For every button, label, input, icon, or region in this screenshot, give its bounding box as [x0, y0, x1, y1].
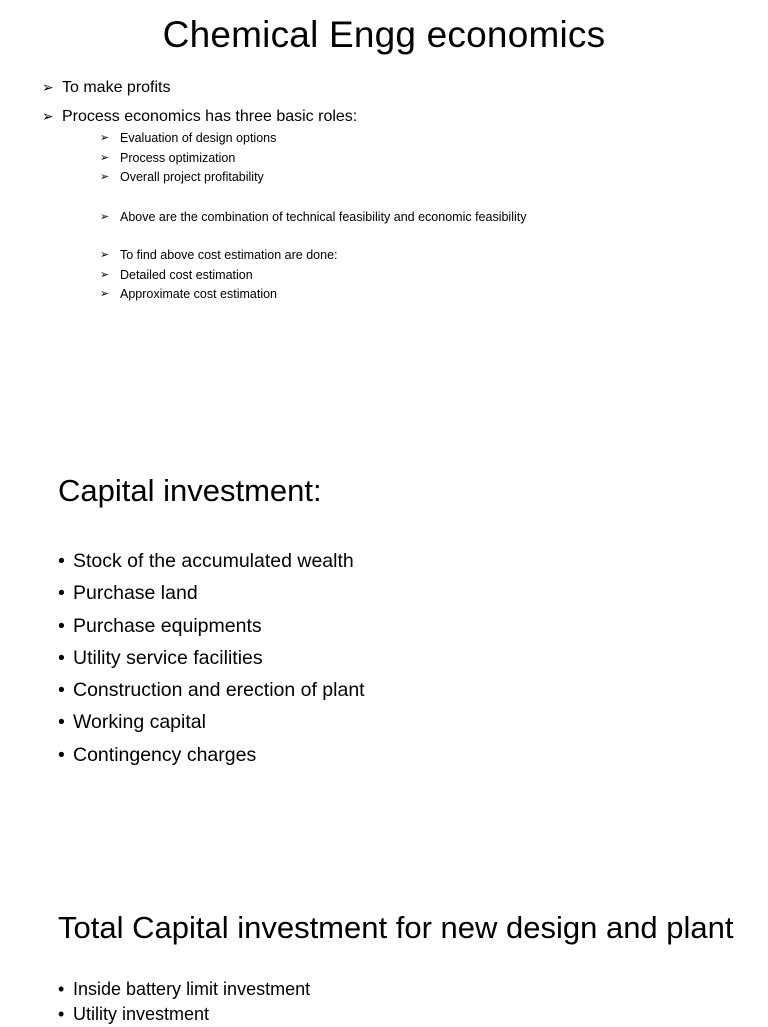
bullet-dot-icon: • — [58, 979, 65, 999]
bullet-dot-icon: • — [58, 743, 65, 766]
list-item-text: Process economics has three basic roles: — [62, 108, 358, 125]
list-item-text: Purchase equipments — [73, 614, 262, 637]
arrow-bullet-icon: ➢ — [100, 288, 110, 301]
list-item-text: Utility investment — [73, 1004, 210, 1024]
list-item-text: Stock of the accumulated wealth — [73, 550, 354, 572]
list-item-text: Working capital — [73, 711, 206, 734]
list-item — [58, 674, 365, 706]
main-point-list — [42, 73, 357, 131]
bullet-dot-icon: • — [58, 711, 65, 734]
bullet-dot-icon: • — [58, 614, 65, 637]
list-item-text: Process optimization — [120, 150, 236, 165]
bullet-dot-icon: • — [58, 679, 65, 702]
arrow-bullet-icon: ➢ — [42, 79, 54, 95]
arrow-bullet-icon: ➢ — [100, 249, 110, 261]
list-item — [58, 706, 365, 738]
list-item — [42, 73, 357, 102]
list-item-text: Approximate cost estimation — [120, 287, 278, 302]
list-item — [58, 1002, 310, 1027]
list-item-text: Utility service facilities — [73, 646, 263, 669]
list-item-text: Evaluation of design options — [120, 131, 277, 145]
list-item-text: Inside battery limit investment — [73, 979, 311, 999]
list-item-text: Construction and erection of plant — [73, 679, 365, 702]
list-item — [100, 208, 526, 228]
list-item-text: To find above cost estimation are done: — [120, 248, 338, 262]
bullet-list — [58, 545, 365, 771]
arrow-bullet-icon: ➢ — [100, 132, 110, 144]
list-item-text: Above are the combination of technical feasibility and economic feasibility — [120, 210, 527, 224]
arrow-bullet-icon: ➢ — [100, 211, 110, 223]
slide-chemical-engg-economics — [0, 0, 768, 330]
slide-title: Chemical Engg economics — [162, 14, 606, 55]
arrow-bullet-icon: ➢ — [100, 268, 110, 281]
sub-point-list — [100, 246, 338, 305]
list-item — [100, 246, 338, 266]
list-item — [58, 610, 365, 642]
list-item — [58, 545, 365, 577]
list-item — [100, 168, 276, 188]
list-item-text: To make profits — [62, 79, 171, 96]
list-item — [58, 739, 365, 771]
slide-title: Total Capital investment for new design and plant — [58, 910, 734, 945]
list-item — [100, 266, 338, 286]
list-item — [58, 577, 365, 609]
bullet-list — [58, 977, 310, 1027]
list-item-text: Contingency charges — [73, 743, 257, 766]
slide-title: Capital investment: — [58, 473, 322, 508]
sub-point-list — [100, 208, 526, 228]
slide-capital-investment — [0, 455, 768, 785]
list-item-text: Overall project profitability — [120, 170, 264, 185]
bullet-dot-icon: • — [58, 646, 65, 669]
arrow-bullet-icon: ➢ — [42, 108, 54, 124]
slide-total-capital-investment — [0, 895, 768, 1024]
sub-point-list — [100, 129, 276, 188]
list-item — [42, 102, 357, 131]
arrow-bullet-icon: ➢ — [100, 151, 110, 164]
bullet-dot-icon: • — [58, 582, 65, 605]
bullet-dot-icon: • — [58, 1004, 65, 1024]
list-item — [58, 977, 310, 1002]
list-item-text: Purchase land — [73, 582, 198, 605]
list-item — [100, 285, 338, 305]
list-item — [100, 149, 276, 169]
list-item — [58, 642, 365, 674]
arrow-bullet-icon: ➢ — [100, 171, 110, 184]
list-item-text: Detailed cost estimation — [120, 267, 253, 282]
list-item — [100, 129, 276, 149]
bullet-dot-icon: • — [58, 550, 65, 572]
